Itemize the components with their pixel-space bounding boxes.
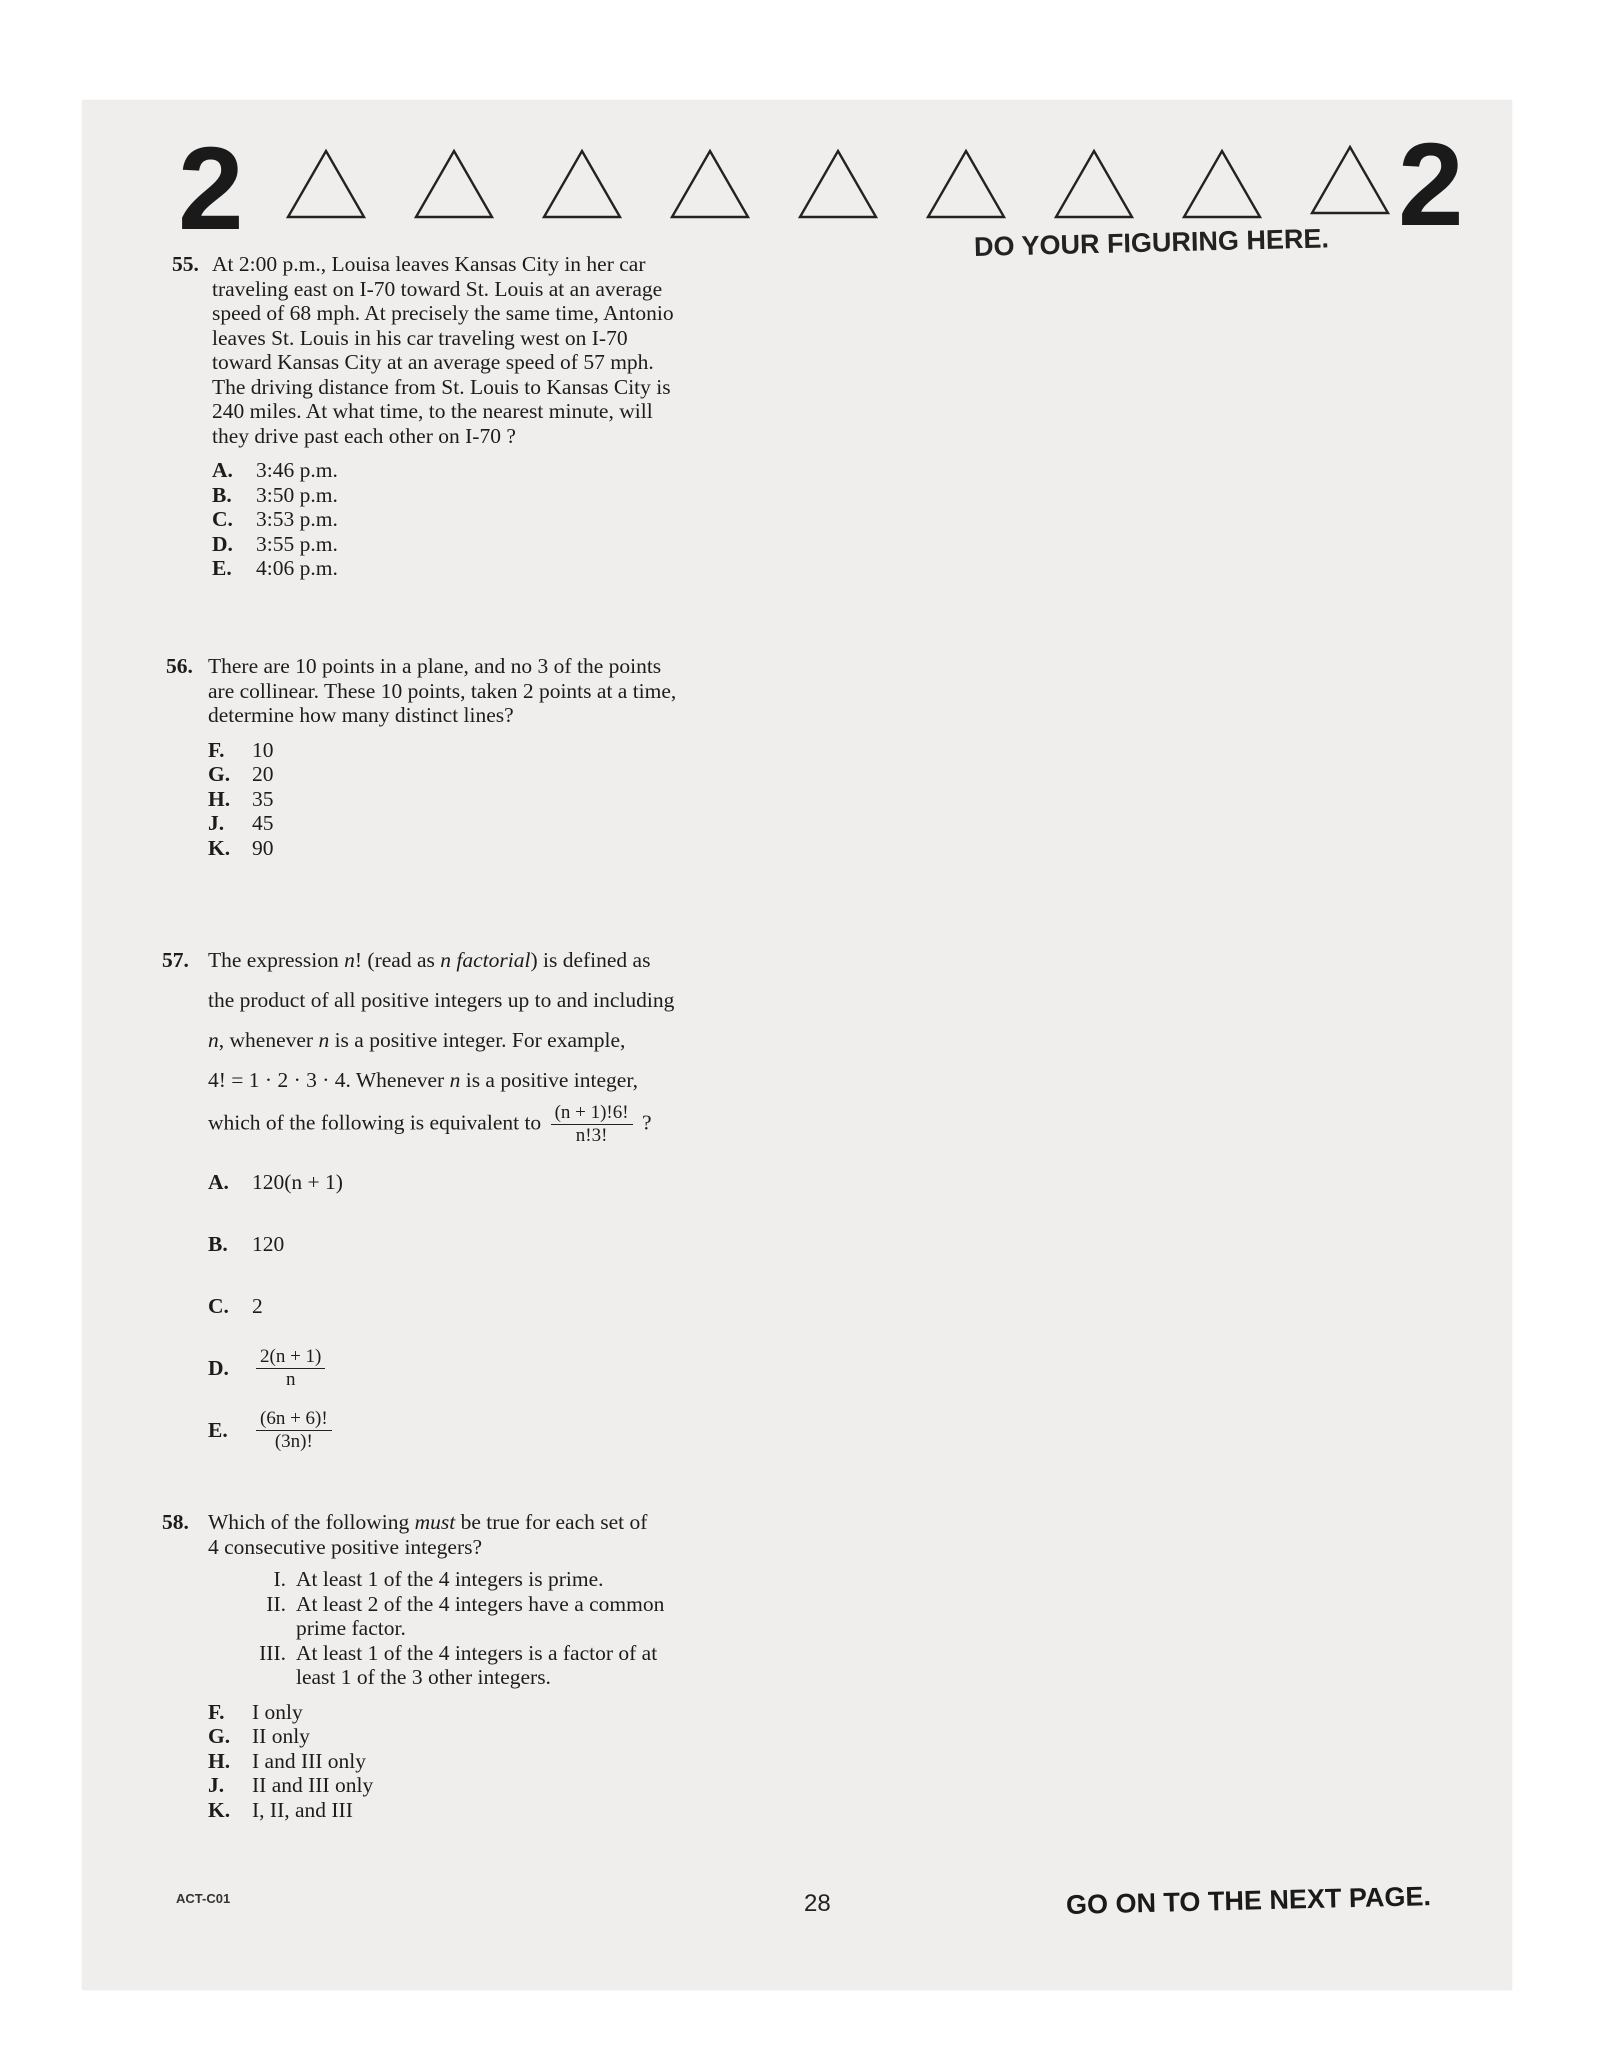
section-number-left: 2 <box>178 123 244 255</box>
stem-line <box>208 1510 808 1535</box>
stem-line <box>208 940 818 980</box>
triangle-icon <box>413 148 495 220</box>
roman-statements <box>238 1567 808 1690</box>
figuring-area-label: DO YOUR FIGURING HERE. <box>973 223 1330 262</box>
choice-letter: J. <box>208 1773 225 1797</box>
triangle-icon <box>797 148 879 220</box>
stem-text: ? <box>641 1110 652 1135</box>
stem-text: ) is defined as <box>530 948 651 972</box>
question-56 <box>166 654 808 860</box>
statement-i <box>238 1567 808 1592</box>
stem-line <box>208 1102 818 1147</box>
answer-choices <box>212 458 812 581</box>
answer-choice-e[interactable] <box>208 1399 818 1461</box>
question-57 <box>162 940 818 1461</box>
choice-letter: K. <box>208 835 231 860</box>
fraction-numerator: (n + 1)!6! <box>551 1102 633 1125</box>
choice-text: I only <box>252 1699 303 1724</box>
triangle-icon <box>285 148 367 220</box>
stem-line: There are 10 points in a plane, and no 3 of the points <box>208 654 662 678</box>
choice-letter: C. <box>212 507 233 531</box>
question-58 <box>162 1510 808 1822</box>
choice-letter: A. <box>212 458 233 482</box>
stem-text: Which of the following <box>208 1510 415 1534</box>
choice-letter: C. <box>208 1293 229 1318</box>
stem-line: toward Kansas City at an average speed of 57 mph. <box>212 350 654 374</box>
question-stem <box>208 1510 808 1559</box>
choice-letter: H. <box>208 786 231 811</box>
choice-fraction <box>256 1346 325 1391</box>
choice-text: 45 <box>252 811 274 835</box>
stem-italic: must <box>414 1510 456 1534</box>
question-55 <box>172 252 812 581</box>
choice-letter: G. <box>208 1724 231 1748</box>
stem-line: At 2:00 p.m., Louisa leaves Kansas City in her car <box>212 252 646 276</box>
stem-text: be true for each set of <box>455 1510 648 1534</box>
stem-line: determine how many distinct lines? <box>208 703 514 727</box>
choice-letter: D. <box>212 531 233 556</box>
stem-text: is a positive integer. For example, <box>329 1028 626 1052</box>
answer-choice-b[interactable] <box>208 1213 818 1275</box>
choice-text: 3:50 p.m. <box>256 482 338 507</box>
choice-text: II only <box>252 1724 310 1748</box>
choice-letter: F. <box>208 1699 225 1724</box>
stem-italic: n factorial <box>440 948 531 972</box>
choice-text: 3:53 p.m. <box>256 507 338 531</box>
stem-text: which of the following is equivalent to <box>208 1110 542 1135</box>
choice-text: 35 <box>252 786 274 811</box>
choice-letter: E. <box>212 556 232 580</box>
choice-letter: E. <box>208 1417 228 1442</box>
choice-text: I, II, and III <box>252 1797 353 1822</box>
question-number: 58. <box>162 1510 189 1534</box>
stem-line <box>208 1020 818 1060</box>
answer-choice-j[interactable] <box>208 1773 808 1798</box>
triangle-icon <box>1181 148 1263 220</box>
choice-text: 3:55 p.m. <box>256 531 338 556</box>
choice-text: I and III only <box>252 1748 367 1773</box>
roman-numeral: III. <box>259 1640 286 1665</box>
triangle-icon <box>541 148 623 220</box>
variable-n: n <box>449 1068 461 1092</box>
stem-text: , whenever <box>218 1028 319 1052</box>
answer-choice-k[interactable] <box>208 1798 808 1823</box>
question-number: 55. <box>172 252 199 276</box>
statement-ii <box>238 1592 808 1617</box>
stem-line: 4 consecutive positive integers? <box>208 1534 483 1559</box>
choice-text: 3:46 p.m. <box>256 458 338 482</box>
stem-line: 240 miles. At what time, to the nearest minute, will <box>212 399 653 423</box>
statement-continuation <box>238 1665 808 1690</box>
choice-letter: A. <box>208 1169 229 1194</box>
statement-text: prime factor. <box>296 1616 406 1640</box>
statement-iii <box>238 1641 808 1666</box>
answer-choice-a[interactable] <box>208 1151 818 1213</box>
answer-choice-k[interactable] <box>208 836 808 861</box>
stem-line: speed of 68 mph. At precisely the same time, Antonio <box>212 301 674 325</box>
answer-choice-c[interactable] <box>212 507 812 532</box>
choice-text: 120(n + 1) <box>252 1169 343 1194</box>
choice-letter: B. <box>212 482 232 507</box>
fraction-numerator: (6n + 6)! <box>256 1408 332 1431</box>
triangle-icon <box>925 148 1007 220</box>
answer-choice-h[interactable] <box>208 787 808 812</box>
choice-text: 2 <box>252 1293 263 1318</box>
question-stem <box>212 252 812 448</box>
stem-text: The expression <box>208 948 345 972</box>
variable-n: n <box>208 1028 219 1052</box>
answer-choice-e[interactable] <box>212 556 812 581</box>
fraction-denominator: n <box>285 1368 296 1390</box>
fraction-denominator: n!3! <box>575 1125 608 1146</box>
statement-text: least 1 of the 3 other integers. <box>296 1665 551 1689</box>
answer-choice-g[interactable] <box>208 762 808 787</box>
stem-line: leaves St. Louis in his car traveling west on I-70 <box>212 325 628 350</box>
answer-choice-d[interactable] <box>212 532 812 557</box>
section-number-right: 2 <box>1398 119 1464 251</box>
answer-choices <box>208 738 808 861</box>
answer-choice-j[interactable] <box>208 811 808 836</box>
form-code: ACT-C01 <box>176 1891 231 1906</box>
answer-choices <box>208 1151 818 1461</box>
stem-line: the product of all positive integers up to and including <box>208 988 675 1012</box>
question-stem <box>208 940 818 1147</box>
statement-text: At least 1 of the 4 integers is prime. <box>296 1567 604 1591</box>
question-number: 56. <box>166 654 193 678</box>
choice-letter: B. <box>208 1231 228 1256</box>
stem-text: is a positive integer, <box>460 1068 639 1092</box>
fraction-numerator: 2(n + 1) <box>256 1346 325 1369</box>
triangle-icon <box>669 148 751 220</box>
stem-text: 4! = 1 · 2 · 3 · 4. Whenever <box>208 1068 450 1092</box>
choice-text: 90 <box>252 835 274 860</box>
triangle-icon <box>1309 144 1391 216</box>
choice-letter: D. <box>208 1355 229 1380</box>
variable-n: n <box>344 948 355 972</box>
stem-line: are collinear. These 10 points, taken 2 points at a time, <box>208 678 677 703</box>
factorial-expression <box>551 1102 633 1147</box>
stem-text: ! (read as <box>354 948 441 972</box>
statement-continuation <box>238 1616 808 1641</box>
choice-text: 120 <box>252 1231 285 1256</box>
answer-choice-g[interactable] <box>208 1724 808 1749</box>
choice-letter: H. <box>208 1748 231 1773</box>
stem-line: they drive past each other on I-70 ? <box>212 423 516 448</box>
answer-choice-c[interactable] <box>208 1275 818 1337</box>
choice-text: 20 <box>252 762 274 786</box>
statement-text: At least 2 of the 4 integers have a common <box>296 1591 665 1616</box>
answer-choice-a[interactable] <box>212 458 812 483</box>
choice-letter: K. <box>208 1797 231 1822</box>
triangle-icon <box>1053 148 1135 220</box>
answer-choice-f[interactable] <box>208 738 808 763</box>
choice-letter: J. <box>208 811 225 835</box>
go-on-instruction: GO ON TO THE NEXT PAGE. <box>1065 1881 1432 1920</box>
choice-letter: G. <box>208 762 231 786</box>
answer-choice-f[interactable] <box>208 1700 808 1725</box>
question-stem <box>208 654 808 728</box>
question-number: 57. <box>162 948 189 972</box>
statement-text: At least 1 of the 4 integers is a factor of at <box>296 1640 658 1665</box>
triangle-divider-row <box>285 148 1395 230</box>
answer-choice-h[interactable] <box>208 1749 808 1774</box>
roman-numeral: II. <box>266 1591 286 1616</box>
stem-line <box>208 1060 818 1100</box>
variable-n: n <box>318 1028 330 1052</box>
fraction-denominator: (3n)! <box>274 1430 313 1452</box>
choice-fraction <box>256 1408 332 1453</box>
answer-choices <box>208 1700 808 1823</box>
choice-letter: F. <box>208 737 225 762</box>
stem-line: The driving distance from St. Louis to Kansas City is <box>212 374 671 399</box>
answer-choice-d[interactable] <box>208 1337 818 1399</box>
choice-text: II and III only <box>252 1773 374 1797</box>
page-number: 28 <box>804 1890 831 1917</box>
choice-text: 10 <box>252 737 274 762</box>
roman-numeral: I. <box>273 1567 286 1591</box>
answer-choice-b[interactable] <box>212 483 812 508</box>
stem-line: traveling east on I-70 toward St. Louis at an average <box>212 276 663 301</box>
choice-text: 4:06 p.m. <box>256 556 338 580</box>
